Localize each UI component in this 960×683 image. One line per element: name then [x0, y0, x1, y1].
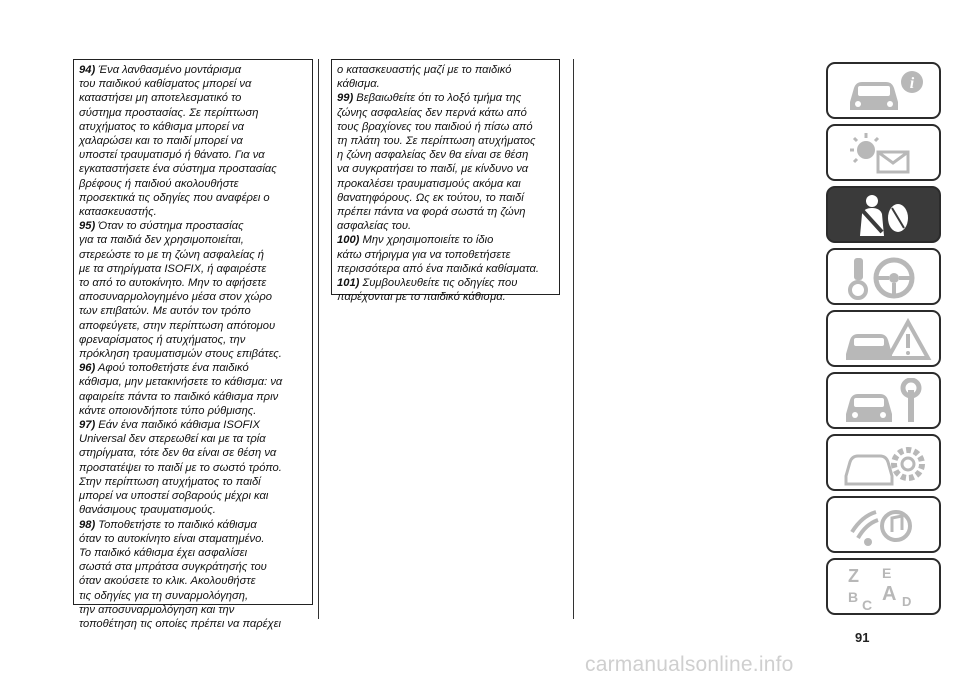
multimedia-icon: [842, 502, 932, 550]
warning-note-text: Τοποθετήστε το παιδικό κάθισμα όταν το αυτοκίνητο είναι σταματημένο. Το παιδικό κάθισμα έχει ασφαλίσει σωστά στα μπράτσα συγκράτησής του όταν ακούσετε το κλικ. Ακολουθήστε τις οδηγίες για τη συναρμολόγηση, την αποσυναρμολόγηση και την τοποθέτηση τις οποίες πρέπει να παρέχει: [79, 518, 282, 630]
warning-notes-left-column: [73, 59, 313, 630]
warning-note-text: Βεβαιωθείτε ότι το λοξό τμήμα της ζώνης ασφαλείας δεν περνά κάτω από τους βραχίονες του παιδιού ή πίσω από τη πλάτη του. Σε περίπτωση ατυχήματος η ζώνη ασφαλείας δεν θα είναι σε θέση να συγκρατήσει το παιδί, με κίνδυνο να προκαλέσει τραυματισμούς ακόμα και θανατηφόρους. Ως εκ τούτου, το παιδί πρέπει πάντα να φορά σωστά τη ζώνη ασφαλείας του.: [337, 92, 536, 233]
warning-note-number: 97): [79, 419, 96, 432]
column-divider: [573, 59, 574, 619]
warning-note-number: 98): [79, 518, 96, 531]
tab-technical-data[interactable]: [826, 434, 941, 491]
column-divider: [318, 59, 319, 619]
warning-note: [79, 361, 307, 418]
key-steering-icon: [842, 254, 932, 302]
warning-note: [79, 63, 307, 219]
warning-note-number: 96): [79, 362, 96, 375]
svg-text:i: i: [909, 75, 915, 92]
svg-text:B: B: [848, 589, 859, 605]
warning-note: [337, 276, 554, 304]
warning-note: [79, 418, 307, 517]
warning-note: [79, 518, 307, 632]
warning-note-text: Ένα λανθασμένο μοντάρισμα του παιδικού καθίσματος μπορεί να καταστήσει μη αποτελεσματικό το σύστημα προστασίας. Σε περίπτωση ατυχήματος το κάθισμα μπορεί να χαλαρώσει και το παιδί μπορεί να υποστεί τραυματισμό ή θάνατο. Για να εγκαταστήσετε ένα σύστημα προστασίας βρέφους ή παιδιού ακολουθήστε προσεκτικά τις οδηγίες που αναφέρει ο κατασκευαστής.: [79, 64, 277, 219]
svg-text:A: A: [882, 583, 897, 605]
warning-note-number: 95): [79, 220, 96, 233]
seatbelt-airbag-icon: [842, 192, 932, 240]
tab-emergency[interactable]: [826, 310, 941, 367]
tab-safety[interactable]: [826, 186, 941, 243]
car-info-icon: [842, 68, 932, 116]
warning-note-text: Όταν το σύστημα προστασίας για τα παιδιά δεν χρησιμοποιείται, στερεώστε το με τη ζώνη ασφαλείας ή με τα στηρίγματα ISOFIX, ή αφαιρέστε το από το αυτοκίνητο. Μην το αφήσετε αποσυναρμολογημένο μέσα στον χώρο των επιβατών. Με αυτόν τον τρόπο αποφεύγετε, στην περίπτωση απότομου φρεναρίσματος ή ατυχήματος, την πρόκληση τραυματισμών στους επιβάτες.: [79, 220, 282, 361]
emergency-car-icon: [842, 316, 932, 364]
warning-note-text: Συμβουλευθείτε τις οδηγίες που παρέχονται με το παιδικό κάθισμα.: [337, 277, 518, 304]
tab-multimedia[interactable]: [826, 496, 941, 553]
warning-note: [337, 63, 554, 91]
warning-note-number: 94): [79, 64, 96, 76]
watermark: carmanualsonline.info: [585, 653, 794, 676]
warning-note-number: 99): [337, 92, 354, 105]
warning-note-text: Μην χρησιμοποιείτε το ίδιο κάτω στήριγμα για να τοποθετήσετε περισσότερα από ένα παιδικά καθίσματα.: [337, 234, 539, 275]
warning-note-number: 101): [337, 277, 360, 290]
tab-index[interactable]: [826, 558, 941, 615]
maintenance-car-icon: [842, 378, 932, 426]
warning-note-text: Εάν ένα παιδικό κάθισμα ISOFIX Universal δεν στερεωθεί και με τα τρία στηρίγματα, τότε δεν θα είναι σε θέση να προστατέψει το παιδί με το σωστό τρόπο. Στην περίπτωση ατυχήματος το παιδί μπορεί να υποστεί σοβαρούς μέχρι και θανάσιμους τραυματισμούς.: [79, 419, 282, 517]
warning-note: [79, 219, 307, 361]
index-letters-icon: [842, 564, 932, 612]
technical-gear-icon: [842, 440, 932, 488]
svg-text:D: D: [902, 594, 912, 609]
svg-text:Z: Z: [848, 566, 859, 586]
svg-text:C: C: [862, 597, 873, 612]
warning-lights-icon: [842, 130, 932, 178]
tab-maintenance[interactable]: [826, 372, 941, 429]
warning-note: [337, 233, 554, 276]
tab-warning-lights[interactable]: [826, 124, 941, 181]
warning-note-number: 100): [337, 234, 360, 247]
warning-note-text: Αφού τοποθετήστε ένα παιδικό κάθισμα, μην μετακινήσετε το κάθισμα: να αφαιρείτε πάντα το παιδικό κάθισμα πριν κάντε οποιονδήποτε τύπο ρύθμισης.: [79, 362, 283, 417]
warning-note-text: ο κατασκευαστής μαζί με το παιδικό κάθισμα.: [337, 64, 512, 91]
tab-car-info[interactable]: [826, 62, 941, 119]
warning-notes-right-column: [331, 59, 560, 304]
svg-text:E: E: [882, 565, 892, 581]
page-number: 91: [855, 630, 870, 645]
warning-note: [337, 91, 554, 233]
tab-starting-driving[interactable]: [826, 248, 941, 305]
